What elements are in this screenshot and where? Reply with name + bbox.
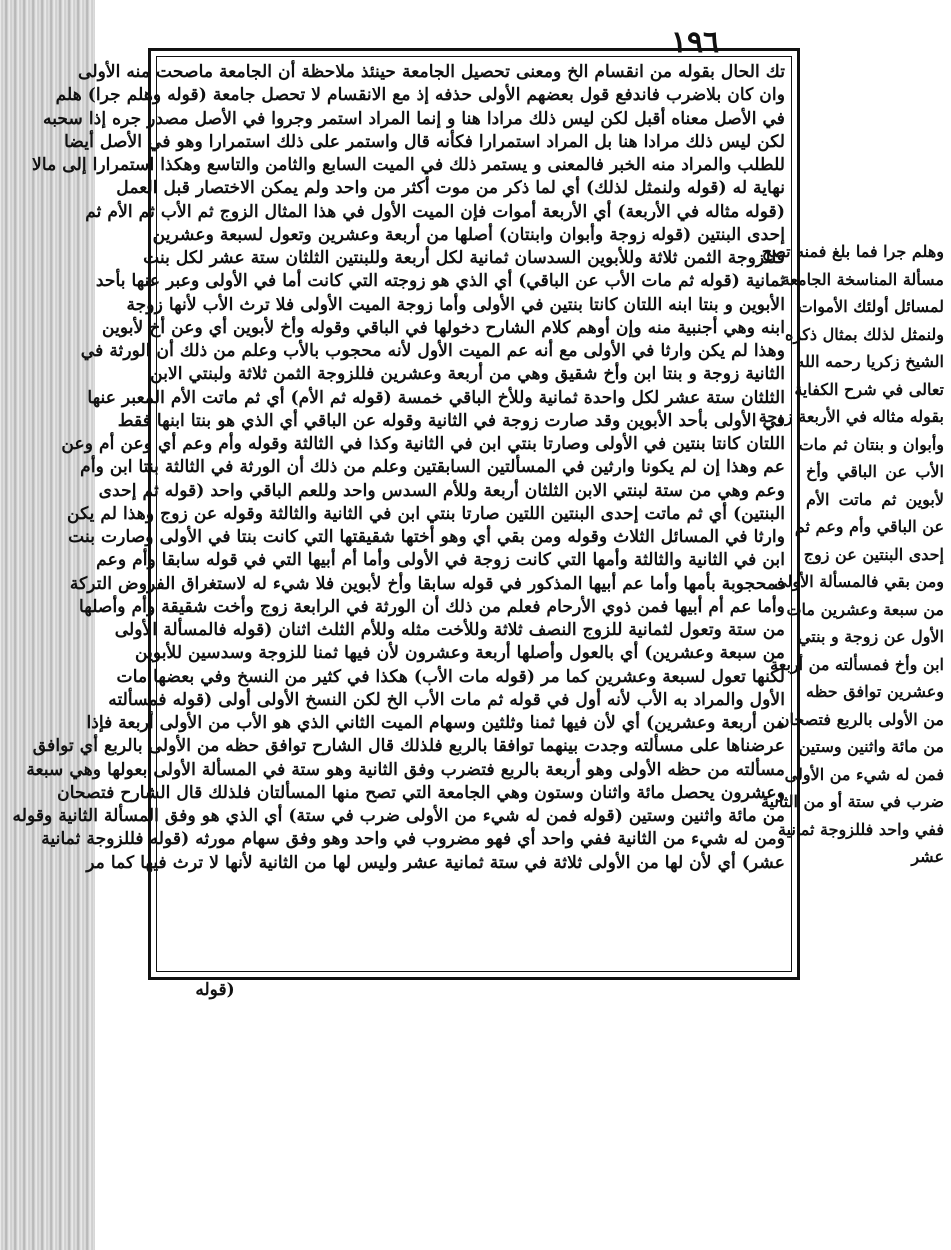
margin-line: من الأولى بالربع فتصحان (777, 709, 944, 729)
margin-line: ابن وأخ فمسألته من أربعة (770, 654, 944, 674)
margin-line: الأب عن الباقي وأخ (806, 462, 944, 481)
margin-line: إحدى البنتين عن زوج (803, 544, 944, 564)
text-line: الثانية زوجة و بنتا ابن وأخ شقيق وهي من أربعة وعشرين فللزوجة الثمن ثلاثة ولبنتي الابن (150, 364, 785, 385)
text-line: الأبوين و بنتا ابنه اللتان كانتا بنتين في الأولى وأما زوجة الميت الأولى فلا ترث الأب لأنها زوجة (126, 294, 785, 315)
text-line: وعم وهي من ستة لبنتي الابن الثلثان أربعة وللأم السدس واحد وللعم الباقي واحد (قوله ثم إحدى (98, 480, 785, 501)
catchword: (قوله (195, 980, 235, 1000)
text-line: الأول والمراد به الأب لأنه أول في قوله ثم مات الأب الخ لكن النسخ الأولى أولى (قوله فمسألته (108, 689, 785, 710)
text-line: البنتين) أي ثم ماتت إحدى البنتين اللتين صارتا بنتي ابن في الثانية والثالثة وقوله عن زوج وهذا لم يكن (67, 503, 785, 524)
text-line: في الأولى بأحد الأبوين وقد صارت زوجة في الثانية وقوله عن الباقي أي الذي هو بنتا ابنها فقط (117, 410, 785, 431)
text-line: عرضناها على مسألته وجدت بينهما توافقا بالربع فلذلك قال الشارح توافق حظه من الأولى بالربع أي توافق (32, 736, 785, 757)
text-line: من ستة وتعول لثمانية للزوج النصف ثلاثة وللأخت مثله وللأم الثلث اثنان (قوله فالمسألة الأولى (114, 620, 785, 640)
text-line: مسألته من حظه الأولى وهو أربعة بالربع فتضرب وفق الثانية وهو ستة في المسألة الأولى بعولها وهي سبعة (26, 759, 785, 780)
text-line: وان كان بلاضرب فاندفع قول بعضهم الأولى حذفه إذ مع الانقسام لا تحصل جامعة (قوله وهلم جرا) هلم (55, 85, 785, 106)
text-line: من سبعة وعشرين) أي بالعول وأصلها أربعة وعشرون لأن فيها ثمنا للزوجة وسدسين للأبوين (135, 643, 785, 664)
text-line: عم وهذا إن لم يكونا وارثين في المسألتين السابقتين وعلم من ذلك أن الورثة في الثالثة بنتا ابن وأم (80, 457, 785, 478)
book-binding-edge (0, 0, 95, 1250)
text-line: لكن ليس ذلك مرادا هنا بل المراد استمرارا فكأنه قال واستمر على ذلك استمرارا وهو في الأصل أيضا (64, 131, 785, 152)
text-line: الثلثان ستة عشر لكل واحدة ثمانية وللأخ الباقي خمسة (قوله ثم الأم) أي ثم ماتت الأم المعبر عنها (87, 387, 785, 408)
margin-line: ففي واحد فللزوجة ثمانية (778, 819, 944, 839)
text-line: وأما عم أم أبيها فمن ذوي الأرحام فعلم من ذلك أن الورثة في الرابعة زوج وأخت شقيقة وأم وأصلها (79, 596, 785, 617)
margin-line: تعالى في شرح الكفاية (794, 379, 944, 399)
text-line: نهاية له (قوله ولنمثل لذلك) أي لما ذكر من موت أكثر من واحد ولم يمكن الاختصار قبل العمل (116, 178, 785, 199)
margin-line: ضرب في ستة أو من الثانية (761, 792, 944, 811)
text-line: إحدى البنتين (قوله زوجة وأبوان وابنتان) أصلها من أربعة وعشرين وتعول لسبعة وعشرين (152, 224, 785, 245)
margin-line: عشر (911, 847, 944, 866)
text-line: فمحجوبة بأمها وأما عم أبيها المذكور في قوله سابقا وأخ لأبوين فلا شيء له لاستغراق الفروض التركة (69, 573, 785, 594)
text-line: ومن له شيء من الثانية ففي واحد أي فهو مضروب في واحد وهو وفق سهام مورثه (قوله فللزوجة ثمانية (41, 829, 785, 850)
text-line: من مائة واثنين وستين (قوله فمن له شيء من الأولى ضرب في ستة) أي الذي هو وفق المسألة الثانية وقوله (12, 806, 785, 826)
text-frame-inner-border (12, 56, 792, 972)
margin-line: وأبوان و بنتان ثم مات (798, 434, 944, 454)
text-line: فللزوجة الثمن ثلاثة وللأبوين السدسان ثمانية لكل أربعة وللبنتين الثلثان ستة عشر لكل بنت (143, 248, 785, 268)
text-line: اللتان كانتا بنتين في الأولى وصارتا بنتي ابن في الثانية وكذا في الثالثة وقوله وأم وعم أي وعن أم وعن (61, 434, 785, 454)
margin-line: الأول عن زوجة و بنتي (797, 627, 944, 646)
margin-line: مسألة المناسخة الجامعة (781, 269, 944, 289)
text-line: ابنه وهي أجنبية منه وإن أوهم كلام الشارح دخولها في الباقي وقوله وأخ لأبوين أي وعن أخ لأبوين (102, 317, 785, 338)
margin-line: الشيخ زكريا رحمه الله (796, 352, 944, 371)
margin-line: عن الباقي وأم وعم ثم (794, 517, 944, 536)
margin-line: فمن له شيء من الأولى (784, 764, 944, 784)
margin-line: من مائة واثنين وستين (798, 737, 944, 756)
text-line: وعشرون يحصل مائة واثنان وستون وهي الجامعة التي تصح منها المسألتان فلذلك قال الشارح فتصحان (57, 782, 785, 803)
text-line: ابن في الثانية والثالثة وأمها التي كانت زوجة في الأولى وأما أم أبيها التي في قوله سابقا وأم وعم (96, 550, 785, 571)
margin-line: وهلم جرا فما بلغ فمنه تصح (761, 242, 944, 261)
margin-line: من سبعة وعشرين مات (786, 599, 944, 619)
text-line: تك الحال بقوله من انقسام الخ ومعنى تحصيل الجامعة حينئذ ملاحظة أن الجامعة ماصحت منه الأولى (78, 62, 785, 82)
margin-matn-text (758, 238, 944, 978)
text-line: لكنها تعول لسبعة وعشرين كما مر (قوله مات الأب) هكذا في كثير من النسخ وفي بعضها مات (116, 666, 785, 687)
text-line: وارثا في المسائل الثلاث وقوله ومن بقي أي وهو أختها شقيقتها التي كانت بنتا في الأولى وصارت بنت (68, 527, 785, 547)
margin-line: وعشرين توافق حظه (806, 682, 944, 701)
margin-line: ومن بقي فالمسألة الأولى (774, 572, 944, 591)
text-line: ثمانية (قوله ثم مات الأب عن الباقي) أي الذي هو زوجته التي كانت أما في الأولى وعبر عنها بأحد (95, 271, 785, 292)
text-line: (قوله مثاله في الأربعة) أي الأربعة أموات فإن الميت الأول في هذا المثال الزوج ثم الأب ثم الأم ثم (85, 201, 785, 222)
margin-line: لأبوين ثم ماتت الأم (806, 489, 944, 509)
margin-line: لمسائل أولئك الأموات (797, 297, 944, 316)
text-line: في الأصل معناه أقبل لكن ليس ذلك مرادا هنا و إنما المراد استمر وجروا في الأصل مصدر جره إذا سحبه (43, 108, 785, 129)
margin-line: ولنمثل لذلك بمثال ذكره (785, 324, 944, 344)
text-line: للطلب والمراد منه الخبر فالمعنى و يستمر ذلك في الميت السابع والثامن والتاسع وهكذا استمرارا إلى مالا (32, 155, 785, 175)
text-line: وهذا لم يكن وارثا في الأولى مع أنه عم الميت الأول لأنه محجوب بالأب وعلم من ذلك أن الورثة في (80, 341, 785, 361)
main-commentary-text (12, 61, 785, 967)
margin-line: بقوله مثاله في الأربعة زوجة (758, 407, 944, 426)
text-line: من أربعة وعشرين) أي لأن فيها ثمنا وثلثين وسهام الميت الثاني الذي هو الأب من الأولى أربعة فإذا (86, 713, 785, 733)
text-line: عشر) أي لأن لها من الأولى ثلاثة في ستة ثمانية عشر وليس لها من الثانية لأنها لا ترث فيها كما مر (86, 852, 785, 873)
page-number: ١٩٦ (670, 25, 720, 60)
